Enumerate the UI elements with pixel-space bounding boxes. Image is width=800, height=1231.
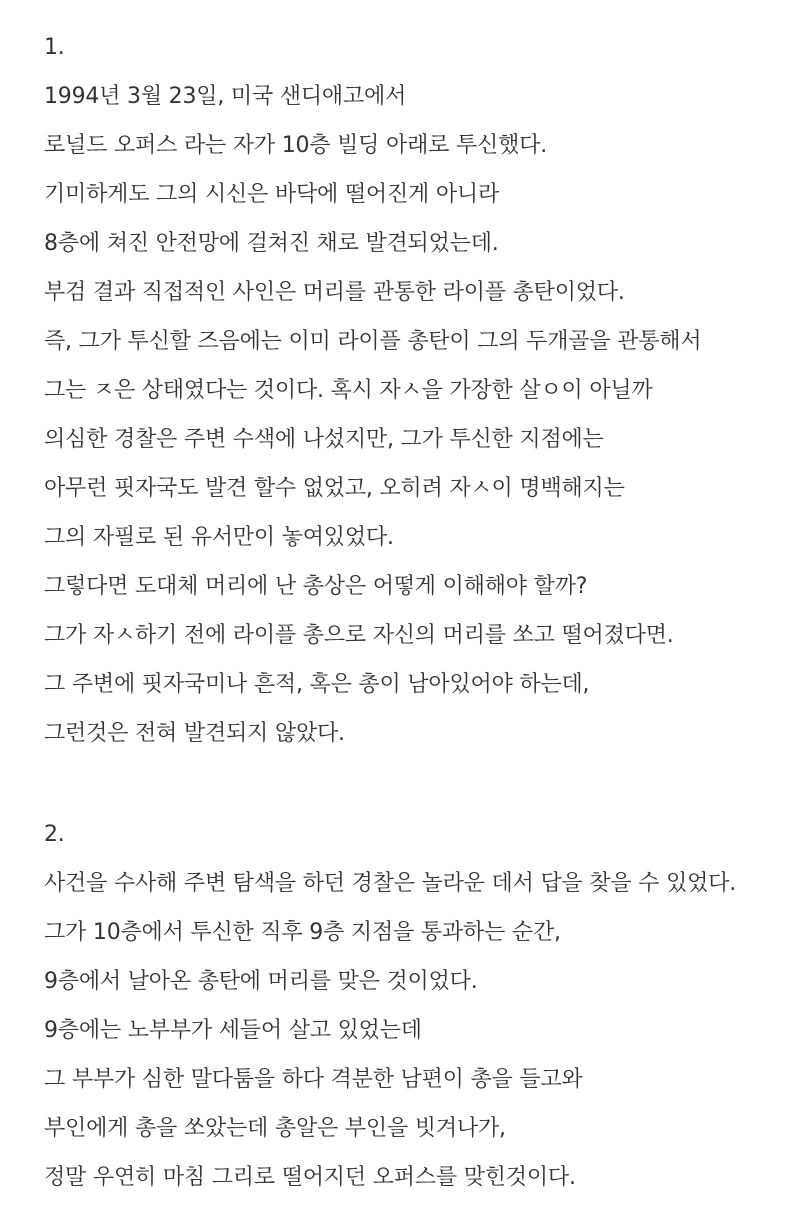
text-line: 정말 우연히 마침 그리로 떨어지던 오퍼스를 맞힌것이다. xyxy=(44,1165,576,1190)
text-line: 그가 10층에서 투신한 직후 9층 지점을 통과하는 순간, xyxy=(44,920,561,945)
text-line: 1994년 3월 23일, 미국 샌디애고에서 xyxy=(44,84,407,109)
section-number: 2. xyxy=(44,822,65,847)
text-line: 9층에는 노부부가 세들어 살고 있었는데 xyxy=(44,1018,422,1043)
text-line: 그 부부가 심한 말다툼을 하다 격분한 남편이 총을 들고와 xyxy=(44,1067,583,1092)
text-line: 즉, 그가 투신할 즈음에는 이미 라이플 총탄이 그의 두개골을 관통해서 xyxy=(44,329,702,354)
text-line: 그런것은 전혀 발견되지 않았다. xyxy=(44,721,345,746)
text-line: 그는 ㅈ은 상태였다는 것이다. 혹시 자ㅅ을 가장한 살ㅇ이 아닐까 xyxy=(44,378,653,403)
text-line: 그 주변에 핏자국미나 흔적, 혹은 총이 남아있어야 하는데, xyxy=(44,672,590,697)
text-line: 그의 자필로 된 유서만이 놓여있었다. xyxy=(44,525,394,550)
section-number: 1. xyxy=(44,35,65,60)
text-line: 그가 자ㅅ하기 전에 라이플 총으로 자신의 머리를 쏘고 떨어졌다면. xyxy=(44,623,674,648)
text-line: 부인에게 총을 쏘았는데 총알은 부인을 빗겨나가, xyxy=(44,1116,506,1141)
text-line: 사건을 수사해 주변 탐색을 하던 경찰은 놀라운 데서 답을 찾을 수 있었다. xyxy=(44,871,737,896)
text-line: 9층에서 날아온 총탄에 머리를 맞은 것이었다. xyxy=(44,969,478,994)
text-line: 아무런 핏자국도 발견 할수 없었고, 오히려 자ㅅ이 명백해지는 xyxy=(44,476,625,501)
text-line: 의심한 경찰은 주변 수색에 나섰지만, 그가 투신한 지점에는 xyxy=(44,427,604,452)
text-line: 부검 결과 직접적인 사인은 머리를 관통한 라이플 총탄이었다. xyxy=(44,280,625,305)
text-line: 8층에 쳐진 안전망에 걸쳐진 채로 발견되었는데. xyxy=(44,231,499,256)
text-line: 그렇다면 도대체 머리에 난 총상은 어떻게 이해해야 할까? xyxy=(44,574,588,599)
section-1 xyxy=(44,26,800,761)
text-line: 로널드 오퍼스 라는 자가 10층 빌딩 아래로 투신했다. xyxy=(44,133,547,158)
section-2 xyxy=(44,813,800,1205)
text-line: 기미하게도 그의 시신은 바닥에 떨어진게 아니라 xyxy=(44,182,500,207)
